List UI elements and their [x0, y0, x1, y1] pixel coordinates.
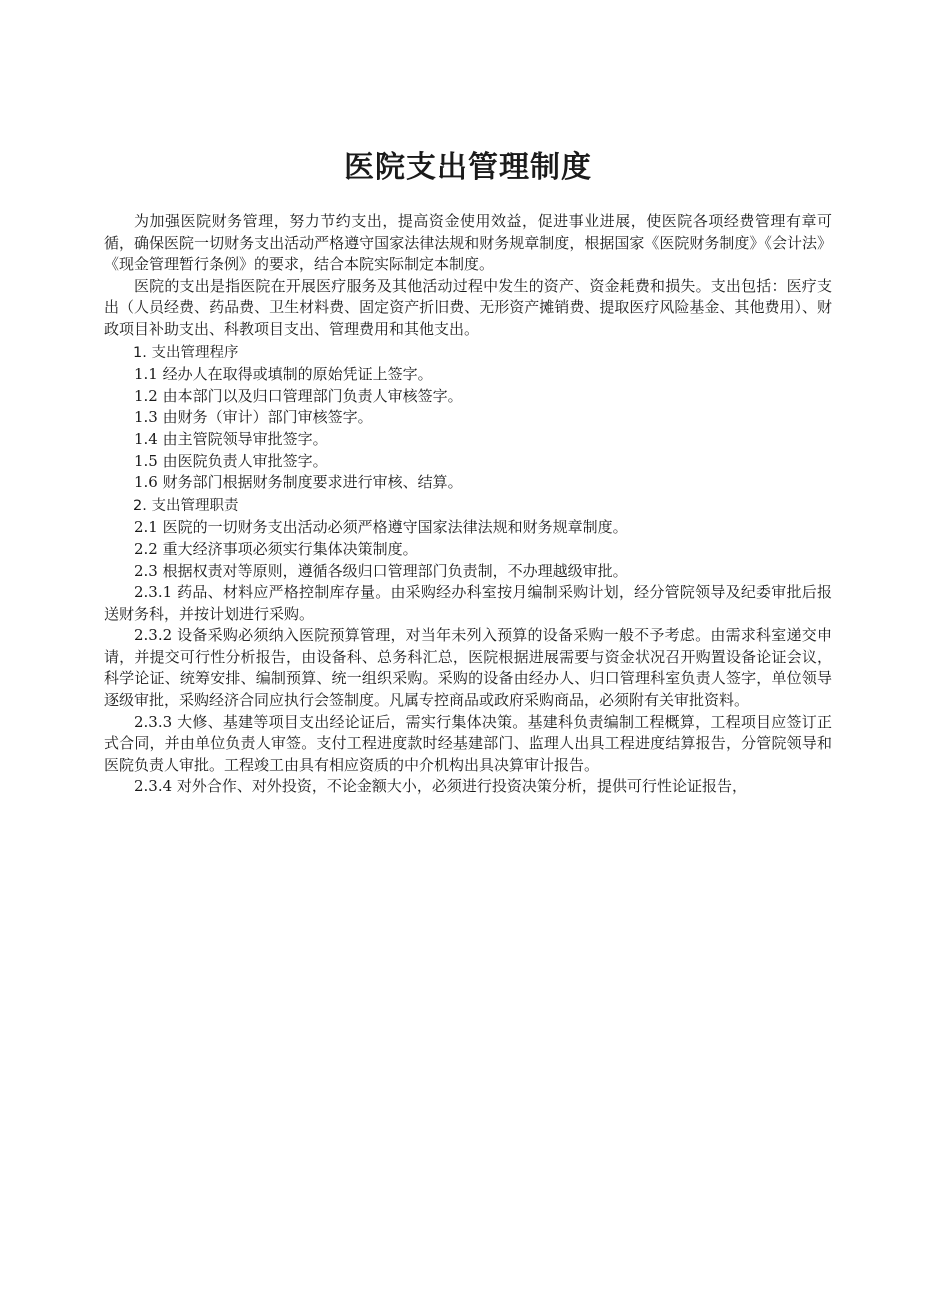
duty-paragraph-2-3-1: 2.3.1 药品、材料应严格控制库存量。由采购经办科室按月编制采购计划，经分管院领导及纪委审批后报送财务科，并按计划进行采购。: [104, 583, 832, 623]
duty-item: 2.1 医院的一切财务支出活动必须严格遵守国家法律法规和财务规章制度。: [134, 518, 628, 537]
duty-item: 2.2 重大经济事项必须实行集体决策制度。: [134, 539, 418, 558]
procedure-item: 1.1 经办人在取得或填制的原始凭证上签字。: [134, 365, 433, 384]
procedure-item: 1.5 由医院负责人审批签字。: [134, 451, 328, 470]
duty-paragraph-2-3-4: 2.3.4 对外合作、对外投资，不论金额大小，必须进行投资决策分析，提供可行性论证报告，: [134, 777, 747, 796]
duty-item: 2.3 根据权责对等原则，遵循各级归口管理部门负责制，不办理越级审批。: [134, 561, 628, 580]
document-body: [104, 211, 832, 798]
procedure-item: 1.6 财务部门根据财务制度要求进行审核、结算。: [134, 473, 463, 492]
document-title: 医院支出管理制度: [344, 150, 592, 185]
duty-paragraph-2-3-2: 2.3.2 设备采购必须纳入医院预算管理，对当年未列入预算的设备采购一般不予考虑。由需求科室递交申请，并提交可行性分析报告，由设备科、总务科汇总，医院根据进展需要与资金状况召开购置设备论证会议，科学论证、统筹安排、编制预算、统一组织采购。采购的设备由经办人、归口管理科室负责人签字，单位领导逐级审批，采购经济合同应执行会签制度。凡属专控商品或政府采购商品，必须附有关审批资料。: [104, 626, 832, 710]
intro-paragraph-2: 医院的支出是指医院在开展医疗服务及其他活动过程中发生的资产、资金耗费和损失。支出包括：医疗支出（人员经费、药品费、卫生材料费、固定资产折旧费、无形资产摊销费、提取医疗风险基金、其他费用）、财政项目补助支出、科教项目支出、管理费用和其他支出。: [104, 276, 832, 338]
duty-paragraph-2-3-3: 2.3.3 大修、基建等项目支出经论证后，需实行集体决策。基建科负责编制工程概算，工程项目应签订正式合同，并由单位负责人审签。支付工程进度款时经基建部门、监理人出具工程进度结算报告，分管院领导和医院负责人审批。工程竣工由具有相应资质的中介机构出具决算审计报告。: [104, 712, 832, 774]
procedure-item: 1.4 由主管院领导审批签字。: [134, 429, 328, 448]
procedure-item: 1.3 由财务（审计）部门审核签字。: [134, 408, 373, 427]
procedure-item: 1.2 由本部门以及归口管理部门负责人审核签字。: [134, 386, 463, 405]
section-heading-procedure: 1. 支出管理程序: [133, 344, 239, 361]
section-heading-duties: 2. 支出管理职责: [133, 497, 239, 514]
intro-paragraph-1: 为加强医院财务管理，努力节约支出，提高资金使用效益，促进事业进展，使医院各项经费管理有章可循，确保医院一切财务支出活动严格遵守国家法律法规和财务规章制度，根据国家《医院财务制度》《会计法》《现金管理暂行条例》的要求，结合本院实际制定本制度。: [104, 212, 832, 274]
